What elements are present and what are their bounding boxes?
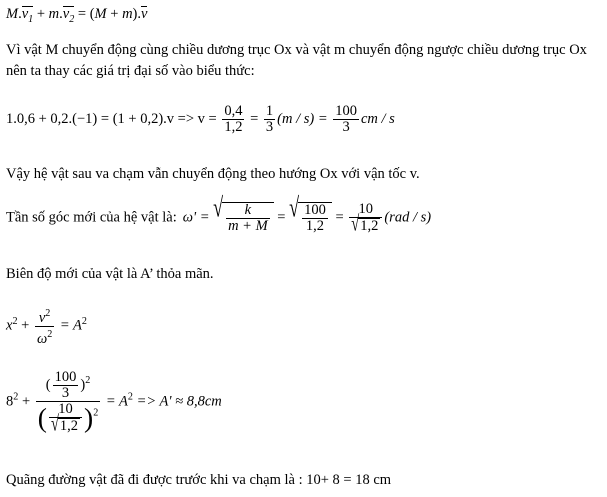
eq-substitute (6, 104, 395, 135)
radical: √ (50, 412, 59, 437)
eq-result (6, 369, 222, 437)
omega-lhs: ω' = (182, 209, 214, 226)
v1-letter: v (21, 6, 29, 22)
symbol-M: M (6, 6, 19, 22)
equals-2: = (331, 209, 348, 226)
w-exp: 2 (47, 328, 53, 340)
open: ( (45, 376, 51, 393)
eq-omega (6, 192, 432, 237)
under (222, 202, 274, 234)
equals: = (273, 209, 290, 226)
symbol-m2: m (122, 6, 133, 22)
equals: = (246, 110, 262, 127)
v-letter: v (141, 6, 148, 22)
paragraph-explanation: Vì vật M chuyển động cùng chiều dương trục Ox và vật m chuyển động ngược chiều dương trục Ox nên ta thay các giá trị đại số vào biểu thức: (6, 42, 587, 79)
num: 10 (49, 402, 82, 418)
paragraph-conclusion: Vậy hệ vật sau va chạm vẫn chuyển động theo hướng Ox với vận tốc v. (6, 166, 420, 182)
v2-letter: v (62, 6, 70, 22)
frac-10-sqrt (349, 201, 382, 237)
eq-amplitude (6, 306, 87, 347)
sub-2: 2 (69, 13, 75, 25)
unit-cms: cm / s (360, 110, 395, 127)
arrow: => v = (174, 110, 221, 127)
paragraph-distance: Quãng đường vật đã đi được trước khi va chạm là : 10+ 8 = 18 cm (6, 472, 392, 488)
frac-100-3 (333, 104, 359, 135)
under: 1,2 (59, 418, 79, 434)
frac-04-12 (222, 104, 244, 135)
num: 100 (304, 202, 326, 218)
den (349, 212, 382, 237)
den: 1,2 (224, 119, 243, 135)
frac-100-3 (53, 370, 79, 401)
paragraph-amplitude: Biên độ mới của vật là A’ thỏa mãn. (6, 266, 214, 282)
num: k (226, 203, 270, 219)
base-8: 8 (6, 393, 14, 410)
den: 3 (342, 119, 350, 135)
unit-ms: (m / s) = (277, 110, 332, 127)
frac-100 (302, 203, 328, 234)
den (35, 327, 54, 347)
dot-2: . (59, 6, 63, 22)
num: 0,4 (224, 103, 243, 119)
num (36, 370, 101, 402)
vector-v2 (63, 6, 75, 25)
den: m + M (228, 218, 268, 234)
x: x (6, 317, 13, 334)
plus: + (33, 6, 49, 22)
den (36, 401, 101, 437)
under (298, 202, 332, 234)
plus: + (17, 317, 33, 334)
sub-1: 1 (28, 13, 34, 25)
plus: + (18, 393, 34, 410)
under: 1,2 (360, 218, 379, 234)
v-exp: 2 (45, 308, 51, 319)
vector-v1 (22, 6, 34, 25)
eq-A: = A (56, 317, 82, 334)
frac-k (226, 203, 270, 234)
lhs: 1.0,6 + 0,2.(−1) = (1 + 0,2).v (6, 110, 175, 127)
big-frac (36, 369, 101, 437)
a-exp: 2 (127, 391, 133, 403)
pow: 2 (85, 375, 91, 386)
den: 3 (265, 119, 274, 135)
num (35, 306, 54, 327)
num: 10 (349, 202, 382, 218)
v: v (38, 309, 46, 326)
num: 1 (265, 103, 274, 119)
w: ω (36, 330, 48, 347)
sqrt-den (50, 412, 80, 437)
symbol-M2: M (94, 6, 107, 22)
a-exp: 2 (81, 315, 87, 327)
radical: √ (351, 212, 360, 237)
dot: . (18, 6, 22, 22)
x-exp: 2 (12, 315, 18, 327)
equals: = ( (74, 6, 95, 22)
frac-v2-w2 (35, 306, 54, 347)
arrow-result: => A' ≈ 8,8cm (132, 393, 222, 410)
den (49, 412, 82, 437)
paren-close: ) (84, 402, 94, 434)
radical: √ (289, 192, 300, 223)
frac-1-3 (264, 104, 275, 135)
paren-open: ( (37, 402, 47, 434)
pow2: 2 (93, 407, 99, 419)
symbol-m: m (48, 6, 60, 22)
exp: 2 (13, 391, 19, 403)
unit-rads: (rad / s) (384, 209, 432, 226)
plus-2: + (106, 6, 123, 22)
omega-intro: Tần số góc mới của hệ vật là: (6, 209, 177, 226)
close: ) (80, 376, 86, 393)
sqrt-frac (289, 192, 332, 234)
den: 1,2 (305, 218, 324, 234)
vector-v (141, 6, 147, 23)
sqrt-k (213, 192, 274, 234)
radical: √ (213, 192, 224, 223)
eq-A: = A (102, 393, 128, 410)
num: 100 (335, 103, 357, 119)
frac-10-sqrt (49, 401, 82, 437)
sqrt-den (351, 212, 380, 237)
eq-momentum (6, 6, 147, 25)
den: 3 (61, 385, 70, 401)
num: 100 (54, 369, 77, 385)
close-paren: ). (132, 6, 142, 22)
